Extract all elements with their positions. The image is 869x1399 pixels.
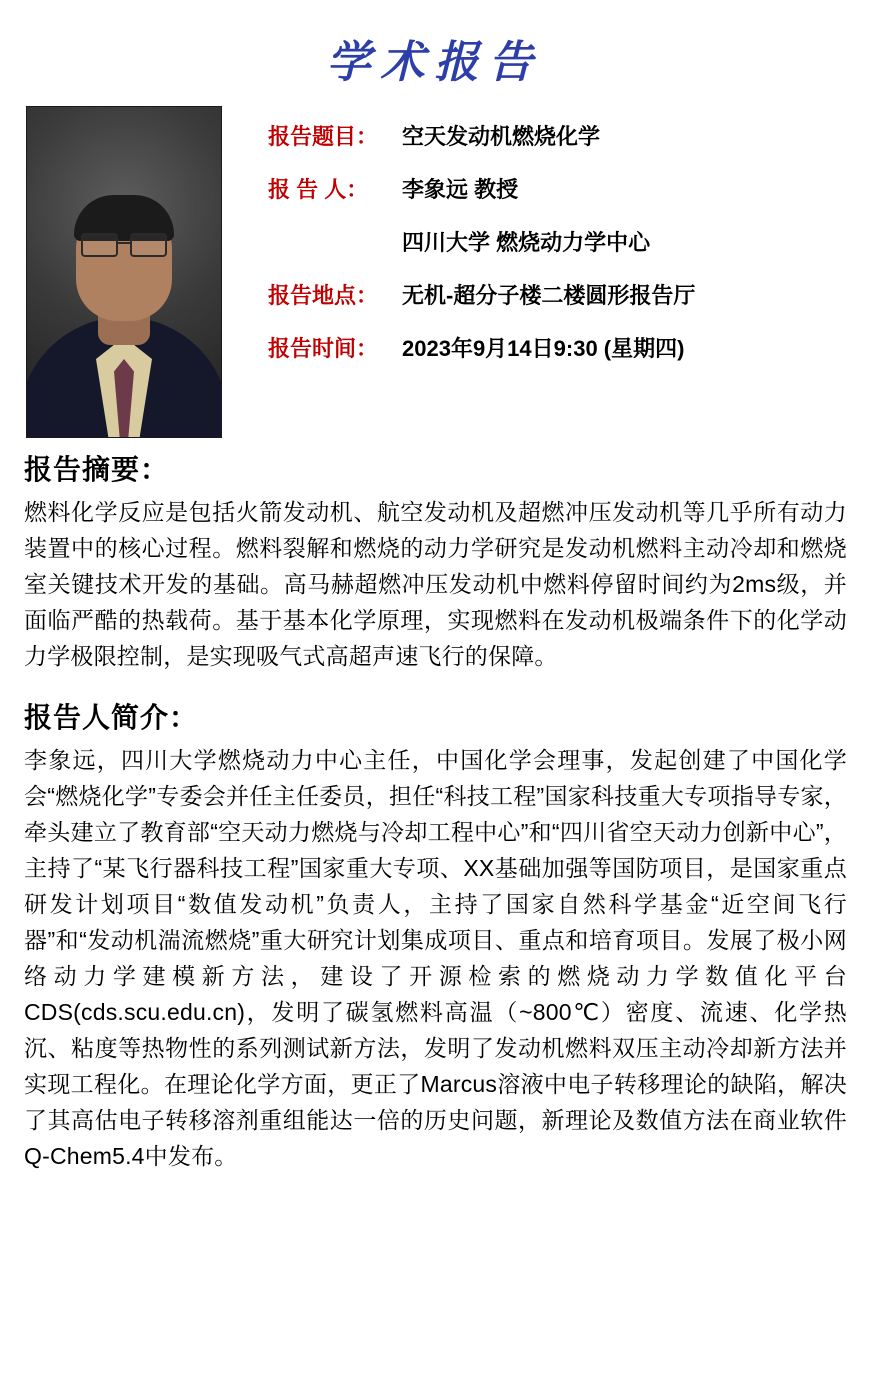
detail-value-topic: 空天发动机燃烧化学 (402, 124, 601, 149)
detail-label-speaker: 报 告 人： (268, 177, 369, 202)
speaker-portrait (26, 106, 222, 438)
detail-row-location (268, 279, 851, 310)
glasses-icon (81, 233, 167, 255)
section-body-bio: 李象远，四川大学燃烧动力中心主任，中国化学会理事，发起创建了中国化学会“燃烧化学”专委会并任主任委员，担任“科技工程”国家科技重大专项指导专家，牵头建立了教育部“空天动力燃烧与冷却工程中心”和“四川省空天动力创新中心”，主持了“某飞行器科技工程”国家重大专项、XX基础加强等国防项目，是国家重点研发计划项目“数值发动机”负责人，主持了国家自然科学基金“近空间飞行器”和“发动机湍流燃烧”重大研究计划集成项目、重点和培育项目。发展了极小网络动力学建模新方法，建设了开源检索的燃烧动力学数值化平台CDS(cds.scu.edu.cn)，发明了碳氢燃料高温（~800℃）密度、流速、化学热沉、粘度等热物性的系列测试新方法，发明了发动机燃料双压主动冷却新方法并实现工程化。在理论化学方面，更正了Marcus溶液中电子转移理论的缺陷，解决了其高估电子转移溶剂重组能达一倍的历史问题，新理论及数值方法在商业软件Q-Chem5.4中发布。 (24, 747, 847, 1169)
detail-value-time: 2023年9月14日9:30 (星期四) (402, 336, 685, 361)
detail-row-topic (268, 120, 851, 151)
section-body-abstract: 燃料化学反应是包括火箭发动机、航空发动机及超燃冲压发动机等几乎所有动力装置中的核心过程。燃料裂解和燃烧的动力学研究是发动机燃料主动冷却和燃烧室关键技术开发的基础。高马赫超燃冲压发动机中燃料停留时间约为2ms级，并面临严酷的热载荷。基于基本化学原理，实现燃料在发动机极端条件下的化学动力学极限控制，是实现吸气式高超声速飞行的保障。 (24, 499, 847, 669)
page-title: 学术报告 (326, 37, 543, 88)
detail-value-speaker: 李象远 教授 (402, 177, 519, 202)
detail-label-time: 报告时间： (268, 336, 379, 361)
detail-row-time (268, 332, 851, 363)
section-heading-bio: 报告人简介： (24, 702, 199, 733)
detail-value-location: 无机-超分子楼二楼圆形报告厅 (402, 283, 696, 308)
speaker-info-block (18, 106, 851, 438)
section-heading-abstract: 报告摘要： (24, 454, 170, 485)
detail-label-topic: 报告题目： (268, 124, 379, 149)
glasses-lens-right (130, 233, 167, 257)
detail-row-affiliation (268, 226, 851, 257)
section-bio (18, 696, 851, 1174)
talk-details (222, 106, 851, 385)
detail-row-speaker (268, 173, 851, 204)
detail-value-affiliation: 四川大学 燃烧动力学中心 (402, 230, 651, 255)
glasses-bridge (117, 242, 131, 244)
glasses-lens-left (81, 233, 118, 257)
section-abstract (18, 448, 851, 674)
detail-label-location: 报告地点： (268, 283, 379, 308)
